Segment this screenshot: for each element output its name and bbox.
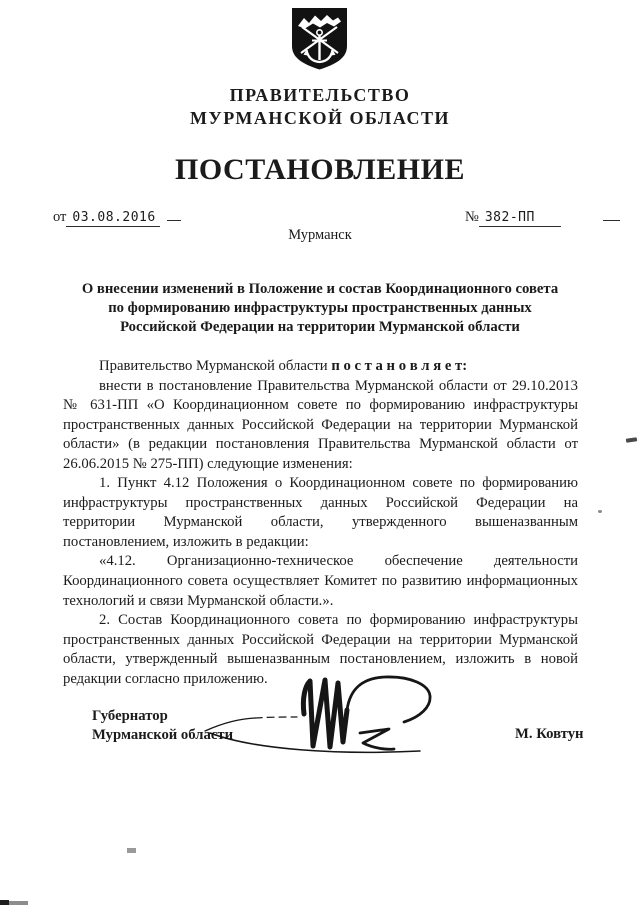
signatory-position-line1: Губернатор — [92, 708, 168, 724]
murmansk-coat-of-arms-icon — [288, 7, 351, 71]
scan-artifact — [0, 900, 9, 905]
scan-artifact — [598, 510, 602, 513]
scan-artifact — [127, 848, 136, 853]
signatory-position-line2: Мурманской области — [92, 726, 234, 743]
date-underline-extension — [167, 207, 181, 221]
org-name — [0, 84, 640, 130]
org-name-line2: МУРМАНСКОЙ ОБЛАСТИ — [190, 108, 450, 128]
date-group — [53, 207, 181, 227]
org-name-line1: ПРАВИТЕЛЬСТВО — [229, 85, 411, 105]
doc-title-line2: по формированию инфраструктуры пространственных данных — [108, 300, 532, 316]
date-label: от — [53, 209, 67, 225]
number-underline-extension — [603, 207, 620, 221]
doc-title-line1: О внесении изменений в Положение и состав Координационного совета — [81, 281, 559, 297]
resolves-lead: Правительство Мурманской области — [99, 358, 332, 374]
scan-artifact — [9, 901, 28, 905]
doc-type-title: ПОСТАНОВЛЕНИЕ — [175, 153, 465, 186]
handwritten-signature — [200, 672, 470, 772]
number-value: 382-ПП — [479, 210, 561, 227]
body-paragraph: 1. Пункт 4.12 Положения о Координационном совете по формированию инфраструктуры пространственных данных Российской Федерации на территории Мурманской области, утвержденного вышеназванным постановлением, изложить в редакции: — [63, 475, 578, 550]
doc-body — [63, 357, 578, 689]
meta-row — [0, 201, 640, 227]
number-group — [465, 207, 620, 227]
body-paragraph: 2. Состав Координационного совета по формированию инфраструктуры пространственных данных Российской Федерации на территории Мурманской области, утвержденный вышеназванным постановлением, изложить в новой редакции согласно приложению. — [63, 612, 578, 687]
body-paragraph: «4.12. Организационно-техническое обеспечение деятельности Координационного совета осуществляет Комитет по развитию информационных технологий и связи Мурманской области.». — [63, 553, 578, 609]
scan-artifact — [626, 437, 637, 442]
doc-title-line3: Российской Федерации на территории Мурманской области — [120, 319, 520, 335]
number-label: № — [465, 209, 479, 225]
date-value: 03.08.2016 — [66, 210, 160, 227]
body-paragraph: внести в постановление Правительства Мурманской области от 29.10.2013 № 631-ПП «О Координационном совете по формированию инфраструктуры пространственных данных Российской Федерации на территории Мурманской области» (в редакции постановления Правительства Мурманской области от 26.06.2015 № 275-ПП) следующие изменения: — [63, 377, 578, 472]
signatory-name: М. Ковтун — [515, 726, 584, 742]
body-paragraph-resolves — [63, 357, 578, 377]
city-label: Мурманск — [288, 227, 352, 243]
doc-title — [60, 280, 580, 337]
resolves-verb: п о с т а н о в л я е т: — [331, 358, 468, 374]
